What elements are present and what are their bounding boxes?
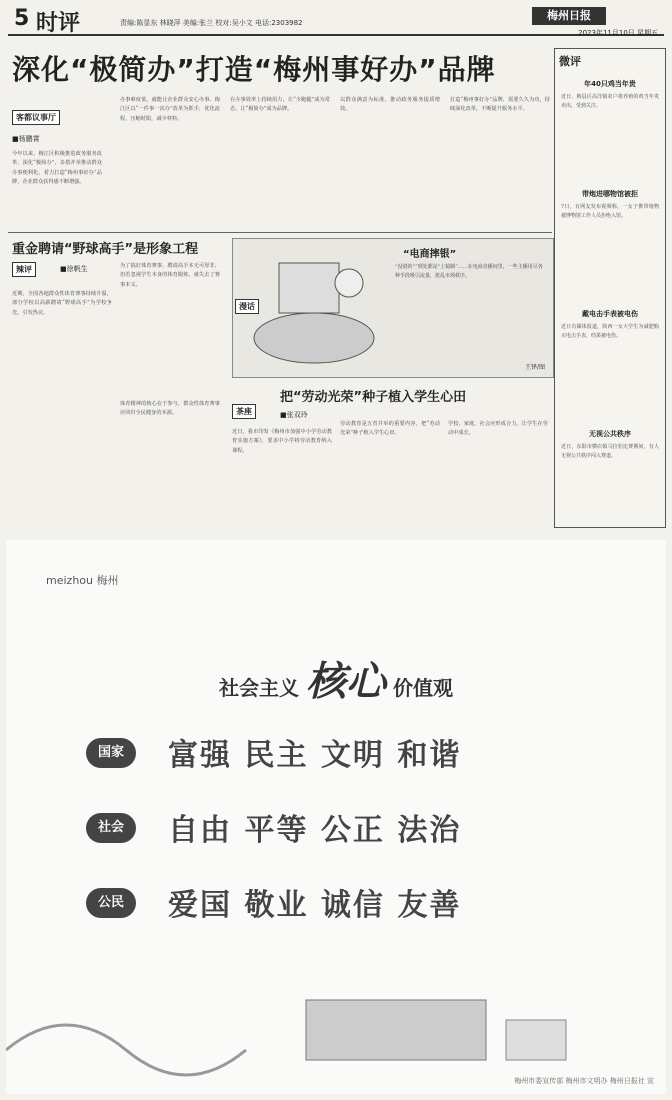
core-values-poster: [6, 540, 666, 1094]
article2-col-2: 为了搞好体育赛事，聘请高手本无可厚非，但若忽视学生本身的体育锻炼，就失去了赛事本义。: [120, 263, 220, 288]
cartoon-illustration: [239, 243, 389, 373]
sidebar-item-1-text: 近日，梅县区高洋镇农户将养殖的鸡当年贵卖出，受到关注。: [561, 94, 659, 109]
poster-title: [6, 650, 666, 707]
sidebar-item-4-title: 无视公共秩序: [589, 430, 631, 438]
values-row-citizen: [86, 880, 606, 930]
poster-brand: meizhou 梅州: [46, 574, 119, 587]
sidebar-item-4-text: 近日，东阳市横店镇马拉松比赛期间，有人无视公共秩序闯入赛道。: [561, 444, 659, 459]
sidebar-item-3-text: 近日有媒体报道，陕西一女大学生为减肥购买电击手表，结果被电伤。: [561, 324, 659, 339]
paper-logo: 梅州日报: [532, 7, 606, 25]
label-society: 社会: [86, 813, 136, 843]
article2-col-1: 近期，全国各地群众性体育赛事持续升温，部分学校以高薪聘请“野球高手”为学校争光，引发热议。: [12, 291, 112, 316]
sidebar-weiping: [554, 48, 666, 528]
article3-col-3: 学校、家庭、社会应形成合力，让学生在劳动中成长。: [448, 421, 548, 437]
lead-col-2: 办事难度低，就能让企业群众安心办事。梅江区以“一件事一次办”改革为抓手，优化流程，压缩时限，减少材料。: [120, 97, 220, 122]
label-state: 国家: [86, 738, 136, 768]
section-title: 时评: [36, 11, 81, 36]
sidebar-tag: 微评: [559, 55, 581, 68]
article3-col-2: 劳动教育是五育并举的重要内容，把“劳动光荣”种子植入学生心田。: [340, 421, 440, 437]
poster-title-left: 社会主义: [219, 676, 300, 700]
dateline: 2023年11月10日 星期五: [578, 29, 658, 37]
poster-title-big: 核心: [306, 658, 386, 705]
page-number: 5: [14, 6, 30, 31]
column-tag: 客都议事厅: [12, 110, 60, 125]
bridge-skyline-illustration: [6, 960, 666, 1080]
article3-author: ■张双玲: [280, 411, 308, 419]
sidebar-item-2-text: 7日，有网友发布视频称，一女子携带炮物被博物馆工作人员拒绝入馆。: [561, 204, 659, 219]
values-row-society: [86, 805, 606, 855]
lead-col-3: 在办事效率上持续用力，让“少跑腿”成为常态，让“极简办”成为品牌。: [230, 97, 330, 113]
article3-tag: 茶座: [232, 404, 256, 419]
cartoon-text: “没错的”“到处都是”上镜腾”……在电商直播间里，一些主播用尽各种手段吸引流量，扰乱市场秩序。: [395, 264, 543, 279]
article2-col-3: 体育精神的核心在于参与，群众性体育赛事应回归全民健身的本源。: [120, 401, 220, 417]
sidebar-item-1-title: 年40只鸡当年贵: [584, 80, 636, 88]
label-citizen: 公民: [86, 888, 136, 918]
cartoon-box: [232, 238, 554, 378]
article3-headline: 把“劳动光荣”种子植入学生心田: [280, 390, 467, 405]
sidebar-item-3-title: 戴电击手表被电伤: [582, 310, 638, 318]
cartoon-tag: 漫话: [235, 299, 259, 314]
article2-headline: 重金聘请“野球高手”是形象工程: [12, 242, 199, 257]
lead-headline: 深化“极简办”打造“梅州事好办”品牌: [12, 53, 496, 86]
sidebar-item-2-title: 带炮进哪物馆被拒: [582, 190, 638, 198]
article2-author: ■徐帆生: [60, 265, 88, 273]
lead-col-4: 以群众满意为标准，推动政务服务提质增效。: [340, 97, 440, 113]
lead-author: ■杨鹏霄: [12, 135, 40, 143]
values-row-state: [86, 730, 606, 780]
article3-col-1: 近日，我市印发《梅州市加强中小学劳动教育实施方案》，要求中小学将劳动教育纳入课程。: [232, 429, 332, 454]
cartoon-credit: 王铎/图: [524, 364, 545, 371]
lead-col-5: 打造“梅州事好办”品牌，需要久久为功，持续深化改革，不断提升服务水平。: [450, 97, 550, 113]
values-society: 自由 平等 公正 法治: [168, 813, 462, 848]
article2-tag: 辣评: [12, 262, 36, 277]
lead-col-1: 今年以来，梅江区积极推进政务服务改革，深化“极简办”，多措并举推动群众办事便利化，着力打造“梅州事好办”品牌，企业群众获得感不断增强。: [12, 151, 102, 186]
poster-credit: 梅州市委宣传部 梅州市文明办 梅州日报社 宣: [514, 1077, 654, 1085]
cartoon-title: “电商摔银”: [403, 249, 457, 260]
editors-line: 责编:陈显东 林晓萍 美编:张兰 校对:吴小文 电话:2303982: [120, 19, 303, 27]
masthead: [8, 4, 664, 36]
values-citizen: 爱国 敬业 诚信 友善: [168, 888, 462, 923]
values-state: 富强 民主 文明 和谐: [168, 738, 462, 773]
rule: [8, 232, 552, 233]
poster-title-right: 价值观: [392, 676, 453, 700]
